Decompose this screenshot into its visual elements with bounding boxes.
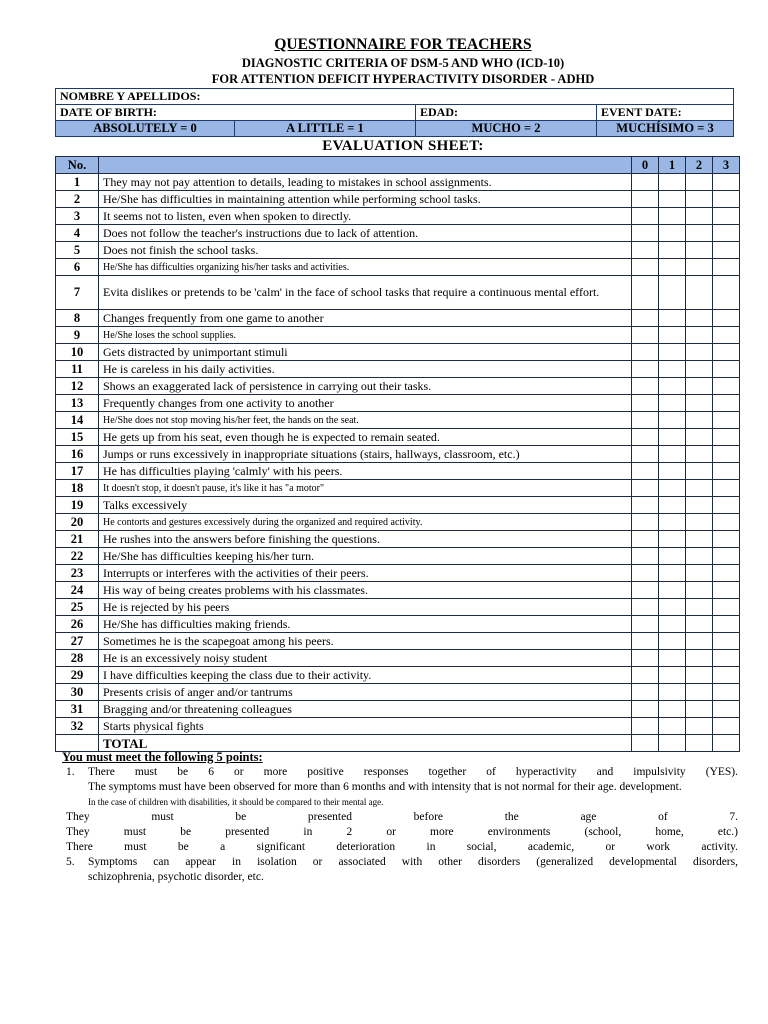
score-cell-2[interactable] (686, 701, 713, 718)
item-number: 25 (56, 599, 99, 616)
score-cell-2[interactable] (686, 684, 713, 701)
score-cell-0[interactable] (632, 412, 659, 429)
table-row (56, 480, 740, 497)
score-cell-2[interactable] (686, 667, 713, 684)
criterion-1 (60, 765, 738, 780)
score-cell-3[interactable] (713, 395, 740, 412)
item-number: 28 (56, 650, 99, 667)
item-number: 4 (56, 225, 99, 242)
score-cell-1[interactable] (659, 225, 686, 242)
edad-label: EDAD: (420, 105, 458, 119)
item-text: He contorts and gestures excessively during the organized and required activity. (99, 514, 632, 531)
score-cell-3[interactable] (713, 276, 740, 310)
item-number: 16 (56, 446, 99, 463)
score-cell-1[interactable] (659, 701, 686, 718)
criterion-5-number: 5. (66, 856, 75, 868)
criterion-5-continued: schizophrenia, psychotic disorder, etc. (88, 871, 264, 883)
table-row (56, 310, 740, 327)
table-row (56, 174, 740, 191)
table-row (56, 531, 740, 548)
item-number: 12 (56, 378, 99, 395)
score-cell-0[interactable] (632, 174, 659, 191)
score-cell-2[interactable] (686, 616, 713, 633)
score-cell-1[interactable] (659, 259, 686, 276)
score-cell-0[interactable] (632, 497, 659, 514)
score-cell-3[interactable] (713, 480, 740, 497)
score-cell-3[interactable] (713, 378, 740, 395)
item-number: 3 (56, 208, 99, 225)
item-text: Evita dislikes or pretends to be 'calm' in the face of school tasks that require a continuous mental effort. (99, 276, 632, 310)
score-cell-2[interactable] (686, 191, 713, 208)
table-row (56, 344, 740, 361)
total-number-cell (56, 735, 99, 752)
score-cell-1[interactable] (659, 548, 686, 565)
score-cell-0[interactable] (632, 259, 659, 276)
dob-field[interactable] (56, 105, 416, 121)
item-text: He/She has difficulties in maintaining attention while performing school tasks. (99, 191, 632, 208)
item-text: Presents crisis of anger and/or tantrums (99, 684, 632, 701)
score-cell-1[interactable] (659, 191, 686, 208)
col-score-0-header: 0 (632, 157, 659, 174)
col-score-1-header: 1 (659, 157, 686, 174)
score-cell-2[interactable] (686, 276, 713, 310)
evaluation-table (55, 156, 740, 752)
evaluation-sheet-title: EVALUATION SHEET: (322, 138, 484, 154)
item-text: Talks excessively (99, 497, 632, 514)
score-cell-0[interactable] (632, 276, 659, 310)
total-score-cell-3[interactable] (713, 735, 740, 752)
score-cell-2[interactable] (686, 446, 713, 463)
score-cell-2[interactable] (686, 327, 713, 344)
item-number: 26 (56, 616, 99, 633)
score-cell-1[interactable] (659, 514, 686, 531)
item-number: 11 (56, 361, 99, 378)
item-number: 14 (56, 412, 99, 429)
col-score-2-header: 2 (686, 157, 713, 174)
total-score-cell-0[interactable] (632, 735, 659, 752)
table-row (56, 582, 740, 599)
scale-1: A LITTLE = 1 (235, 121, 416, 137)
score-cell-1[interactable] (659, 429, 686, 446)
score-cell-1[interactable] (659, 446, 686, 463)
item-number: 20 (56, 514, 99, 531)
score-cell-2[interactable] (686, 242, 713, 259)
item-text: Starts physical fights (99, 718, 632, 735)
name-field[interactable] (56, 89, 734, 105)
score-cell-3[interactable] (713, 191, 740, 208)
score-cell-0[interactable] (632, 531, 659, 548)
item-text: He rushes into the answers before finishing the questions. (99, 531, 632, 548)
score-cell-1[interactable] (659, 684, 686, 701)
item-number: 10 (56, 344, 99, 361)
patient-info-table (55, 88, 734, 137)
item-number: 29 (56, 667, 99, 684)
table-row (56, 616, 740, 633)
criterion-5-text: Symptoms can appear in isolation or associated with other disorders (generalized developmental disorders, (88, 856, 738, 868)
name-label: NOMBRE Y APELLIDOS: (60, 89, 201, 103)
item-number: 6 (56, 259, 99, 276)
table-row (56, 242, 740, 259)
score-cell-0[interactable] (632, 242, 659, 259)
score-cell-3[interactable] (713, 446, 740, 463)
total-score-cell-1[interactable] (659, 735, 686, 752)
table-row (56, 259, 740, 276)
item-number: 24 (56, 582, 99, 599)
item-text: Gets distracted by unimportant stimuli (99, 344, 632, 361)
score-cell-0[interactable] (632, 344, 659, 361)
document-title: QUESTIONNAIRE FOR TEACHERS (274, 36, 532, 53)
score-cell-0[interactable] (632, 616, 659, 633)
score-cell-1[interactable] (659, 344, 686, 361)
score-cell-3[interactable] (713, 667, 740, 684)
score-cell-1[interactable] (659, 565, 686, 582)
score-cell-0[interactable] (632, 463, 659, 480)
item-number: 13 (56, 395, 99, 412)
item-number: 27 (56, 633, 99, 650)
score-cell-1[interactable] (659, 276, 686, 310)
score-cell-3[interactable] (713, 225, 740, 242)
score-cell-2[interactable] (686, 225, 713, 242)
table-row (56, 276, 740, 310)
item-number: 23 (56, 565, 99, 582)
score-cell-1[interactable] (659, 361, 686, 378)
score-cell-1[interactable] (659, 327, 686, 344)
score-cell-3[interactable] (713, 582, 740, 599)
score-cell-1[interactable] (659, 531, 686, 548)
item-text: He has difficulties playing 'calmly' with his peers. (99, 463, 632, 480)
table-row (56, 446, 740, 463)
score-cell-1[interactable] (659, 650, 686, 667)
score-cell-1[interactable] (659, 412, 686, 429)
criterion-4: There must be a significant deterioration in social, academic, or work activity. (66, 841, 738, 853)
score-cell-2[interactable] (686, 378, 713, 395)
score-cell-0[interactable] (632, 514, 659, 531)
score-cell-2[interactable] (686, 463, 713, 480)
criterion-1-detail: The symptoms must have been observed for more than 6 months and with intensity that is not normal for their age. development. (88, 781, 682, 793)
score-cell-3[interactable] (713, 633, 740, 650)
score-cell-3[interactable] (713, 429, 740, 446)
table-row (56, 514, 740, 531)
score-cell-0[interactable] (632, 191, 659, 208)
score-cell-1[interactable] (659, 480, 686, 497)
item-number: 31 (56, 701, 99, 718)
score-cell-0[interactable] (632, 633, 659, 650)
score-cell-0[interactable] (632, 208, 659, 225)
score-cell-2[interactable] (686, 174, 713, 191)
score-cell-2[interactable] (686, 514, 713, 531)
score-cell-3[interactable] (713, 310, 740, 327)
col-score-3-header: 3 (713, 157, 740, 174)
criteria-heading: You must meet the following 5 points: (62, 750, 263, 764)
table-row (56, 327, 740, 344)
score-cell-2[interactable] (686, 395, 713, 412)
score-cell-2[interactable] (686, 480, 713, 497)
score-cell-2[interactable] (686, 412, 713, 429)
score-cell-0[interactable] (632, 225, 659, 242)
criterion-5 (60, 855, 738, 870)
score-cell-3[interactable] (713, 463, 740, 480)
item-number: 9 (56, 327, 99, 344)
total-score-cell-2[interactable] (686, 735, 713, 752)
score-cell-3[interactable] (713, 174, 740, 191)
item-number: 19 (56, 497, 99, 514)
dob-label: DATE OF BIRTH: (60, 105, 157, 119)
scale-0: ABSOLUTELY = 0 (56, 121, 235, 137)
score-cell-0[interactable] (632, 718, 659, 735)
item-number: 15 (56, 429, 99, 446)
score-cell-1[interactable] (659, 582, 686, 599)
score-cell-3[interactable] (713, 412, 740, 429)
score-cell-3[interactable] (713, 344, 740, 361)
table-row (56, 463, 740, 480)
item-text: Does not finish the school tasks. (99, 242, 632, 259)
criterion-1-number: 1. (66, 766, 75, 778)
table-row (56, 191, 740, 208)
score-cell-1[interactable] (659, 463, 686, 480)
item-number: 18 (56, 480, 99, 497)
criterion-2: They must be presented before the age of 7. (66, 811, 738, 823)
criterion-3: They must be presented in 2 or more environments (school, home, etc.) (66, 826, 738, 838)
score-cell-3[interactable] (713, 514, 740, 531)
score-cell-3[interactable] (713, 259, 740, 276)
score-cell-0[interactable] (632, 429, 659, 446)
score-cell-0[interactable] (632, 599, 659, 616)
score-cell-3[interactable] (713, 548, 740, 565)
score-cell-0[interactable] (632, 684, 659, 701)
item-text: Jumps or runs excessively in inappropriate situations (stairs, hallways, classroom, etc.) (99, 446, 632, 463)
event-date-field[interactable] (597, 105, 734, 121)
score-cell-3[interactable] (713, 361, 740, 378)
item-text: Does not follow the teacher's instructions due to lack of attention. (99, 225, 632, 242)
score-cell-0[interactable] (632, 667, 659, 684)
total-label: TOTAL (99, 735, 632, 752)
scale-2: MUCHO = 2 (416, 121, 597, 137)
score-cell-2[interactable] (686, 565, 713, 582)
score-cell-0[interactable] (632, 480, 659, 497)
score-cell-2[interactable] (686, 548, 713, 565)
item-text: He/She has difficulties keeping his/her turn. (99, 548, 632, 565)
score-cell-1[interactable] (659, 208, 686, 225)
criterion-1-text: There must be 6 or more positive responses together of hyperactivity and impulsivity (YES). (88, 766, 738, 778)
table-row (56, 650, 740, 667)
score-cell-2[interactable] (686, 531, 713, 548)
score-cell-2[interactable] (686, 497, 713, 514)
table-row (56, 208, 740, 225)
score-cell-3[interactable] (713, 718, 740, 735)
score-cell-1[interactable] (659, 395, 686, 412)
score-cell-3[interactable] (713, 327, 740, 344)
table-row (56, 633, 740, 650)
score-cell-0[interactable] (632, 548, 659, 565)
score-cell-1[interactable] (659, 633, 686, 650)
item-number: 17 (56, 463, 99, 480)
item-text: Bragging and/or threatening colleagues (99, 701, 632, 718)
item-text: He is careless in his daily activities. (99, 361, 632, 378)
score-cell-3[interactable] (713, 599, 740, 616)
item-text: Interrupts or interferes with the activities of their peers. (99, 565, 632, 582)
score-cell-0[interactable] (632, 565, 659, 582)
score-cell-3[interactable] (713, 208, 740, 225)
score-cell-1[interactable] (659, 310, 686, 327)
item-text: He gets up from his seat, even though he is expected to remain seated. (99, 429, 632, 446)
item-number: 30 (56, 684, 99, 701)
score-cell-3[interactable] (713, 242, 740, 259)
score-cell-2[interactable] (686, 429, 713, 446)
item-text: He/She loses the school supplies. (99, 327, 632, 344)
score-cell-3[interactable] (713, 565, 740, 582)
item-number: 22 (56, 548, 99, 565)
score-cell-3[interactable] (713, 701, 740, 718)
score-cell-2[interactable] (686, 650, 713, 667)
score-cell-0[interactable] (632, 650, 659, 667)
item-text: I have difficulties keeping the class due to their activity. (99, 667, 632, 684)
score-cell-0[interactable] (632, 378, 659, 395)
table-row (56, 548, 740, 565)
score-cell-3[interactable] (713, 497, 740, 514)
item-text: He is an excessively noisy student (99, 650, 632, 667)
criteria-notes (60, 750, 738, 885)
table-row (56, 599, 740, 616)
item-text: He/She does not stop moving his/her feet, the hands on the seat. (99, 412, 632, 429)
table-row (56, 429, 740, 446)
score-cell-1[interactable] (659, 616, 686, 633)
item-number: 32 (56, 718, 99, 735)
item-number: 7 (56, 276, 99, 310)
item-text: His way of being creates problems with his classmates. (99, 582, 632, 599)
item-text: Changes frequently from one game to another (99, 310, 632, 327)
scale-3: MUCHÍSIMO = 3 (597, 121, 734, 137)
col-no-header: No. (56, 157, 99, 174)
table-row (56, 378, 740, 395)
event-date-label: EVENT DATE: (601, 105, 682, 119)
score-cell-3[interactable] (713, 650, 740, 667)
item-number: 21 (56, 531, 99, 548)
table-row (56, 667, 740, 684)
item-text: Shows an exaggerated lack of persistence in carrying out their tasks. (99, 378, 632, 395)
table-row (56, 701, 740, 718)
table-row (56, 395, 740, 412)
score-cell-3[interactable] (713, 684, 740, 701)
score-cell-2[interactable] (686, 310, 713, 327)
score-cell-1[interactable] (659, 242, 686, 259)
table-row (56, 565, 740, 582)
score-cell-2[interactable] (686, 718, 713, 735)
score-cell-1[interactable] (659, 599, 686, 616)
table-row (56, 718, 740, 735)
table-row (56, 225, 740, 242)
edad-field[interactable] (416, 105, 597, 121)
score-cell-3[interactable] (713, 616, 740, 633)
item-text: Frequently changes from one activity to another (99, 395, 632, 412)
col-question-header (99, 157, 632, 174)
item-text: He/She has difficulties organizing his/her tasks and activities. (99, 259, 632, 276)
score-cell-0[interactable] (632, 446, 659, 463)
score-cell-2[interactable] (686, 344, 713, 361)
score-cell-1[interactable] (659, 497, 686, 514)
score-cell-0[interactable] (632, 361, 659, 378)
table-row (56, 497, 740, 514)
score-cell-2[interactable] (686, 633, 713, 650)
score-cell-1[interactable] (659, 718, 686, 735)
item-text: They may not pay attention to details, leading to mistakes in school assignments. (99, 174, 632, 191)
item-text: He/She has difficulties making friends. (99, 616, 632, 633)
score-cell-0[interactable] (632, 327, 659, 344)
document-subtitle-2: FOR ATTENTION DEFICIT HYPERACTIVITY DISORDER - ADHD (211, 72, 595, 86)
score-cell-1[interactable] (659, 378, 686, 395)
table-row (56, 684, 740, 701)
score-cell-1[interactable] (659, 667, 686, 684)
total-row (56, 735, 740, 752)
score-cell-0[interactable] (632, 310, 659, 327)
table-row (56, 361, 740, 378)
score-cell-0[interactable] (632, 582, 659, 599)
score-cell-2[interactable] (686, 259, 713, 276)
item-number: 1 (56, 174, 99, 191)
criterion-1-note: In the case of children with disabilities, it should be compared to their mental age. (88, 797, 384, 807)
score-cell-2[interactable] (686, 361, 713, 378)
table-row (56, 412, 740, 429)
item-number: 2 (56, 191, 99, 208)
score-cell-0[interactable] (632, 395, 659, 412)
score-cell-1[interactable] (659, 174, 686, 191)
item-text: It seems not to listen, even when spoken to directly. (99, 208, 632, 225)
score-cell-0[interactable] (632, 701, 659, 718)
item-number: 8 (56, 310, 99, 327)
score-cell-3[interactable] (713, 531, 740, 548)
score-cell-2[interactable] (686, 208, 713, 225)
item-number: 5 (56, 242, 99, 259)
item-text: Sometimes he is the scapegoat among his peers. (99, 633, 632, 650)
item-text: It doesn't stop, it doesn't pause, it's like it has "a motor" (99, 480, 632, 497)
score-cell-2[interactable] (686, 582, 713, 599)
item-text: He is rejected by his peers (99, 599, 632, 616)
document-subtitle-1: DIAGNOSTIC CRITERIA OF DSM-5 AND WHO (ICD-10) (241, 56, 565, 70)
score-cell-2[interactable] (686, 599, 713, 616)
